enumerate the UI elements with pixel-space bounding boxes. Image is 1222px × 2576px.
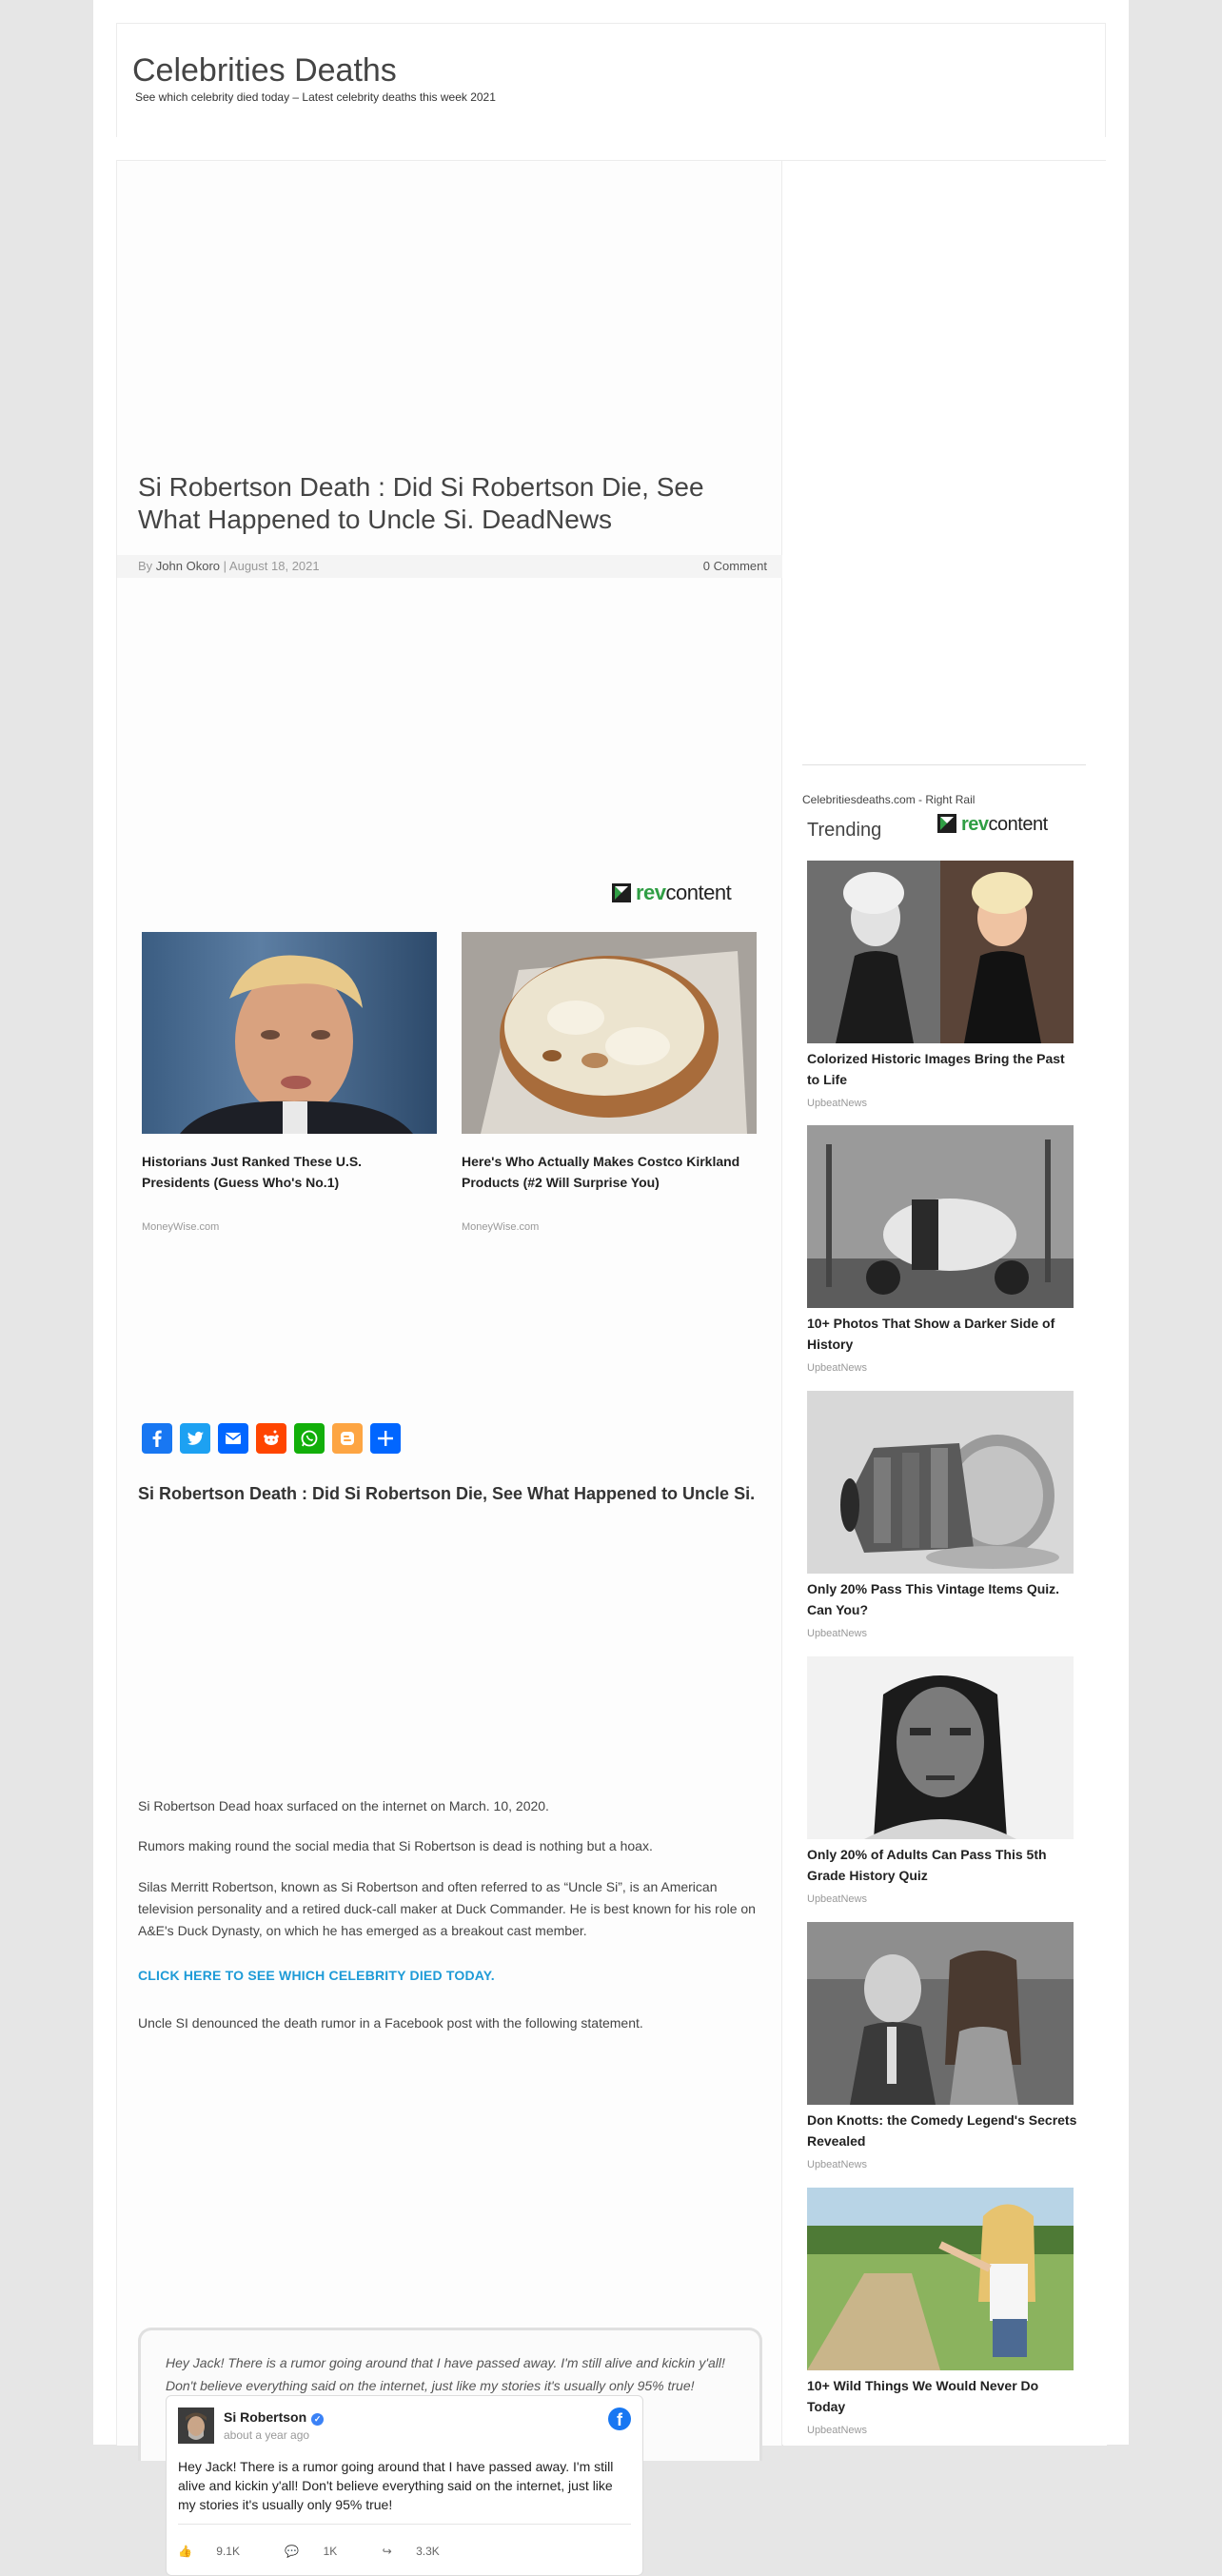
don-knotts-illustration <box>807 1922 1074 2105</box>
right-sidebar <box>783 161 1107 2446</box>
fb-author-name-text: Si Robertson <box>224 2409 307 2425</box>
avatar[interactable] <box>178 2408 214 2444</box>
share-arrow-icon: ↪ <box>382 2545 392 2558</box>
article-paragraph-2: Rumors making round the social media that Si Robertson is dead is nothing but a hoax. <box>138 1838 653 1853</box>
blogger-share-icon[interactable] <box>332 1423 363 1454</box>
sidebar-item-source-6: UpbeatNews <box>807 2425 867 2436</box>
verified-badge-icon: ✓ <box>311 2413 324 2426</box>
fb-shares[interactable] <box>383 2545 461 2558</box>
sidebar-item-source-2: UpbeatNews <box>807 1362 867 1374</box>
celebrity-died-today-link[interactable]: CLICK HERE TO SEE WHICH CELEBRITY DIED TODAY. <box>138 1968 495 1983</box>
revcontent-brand-content: content <box>988 814 1048 835</box>
hitchhiker-illustration <box>807 2188 1074 2370</box>
rev-card-source-2: MoneyWise.com <box>462 1221 540 1233</box>
author-link[interactable]: John Okoro <box>155 559 220 573</box>
site-header <box>116 23 1106 137</box>
sidebar-item-title-1[interactable]: Colorized Historic Images Bring the Past to Life <box>807 1051 1065 1087</box>
dark-history-illustration <box>807 1125 1074 1308</box>
fb-likes-count: 9.1K <box>216 2545 240 2558</box>
share-bar <box>142 1423 408 1456</box>
article-subheading: Si Robertson Death : Did Si Robertson Die, See What Happened to Uncle Si. <box>138 1484 756 1503</box>
revcontent-brand-rev: rev <box>636 881 666 904</box>
revcontent-mark-icon <box>612 883 631 902</box>
fb-likes[interactable] <box>178 2545 261 2558</box>
sidebar-item-title-2[interactable]: 10+ Photos That Show a Darker Side of History <box>807 1316 1055 1352</box>
trending-heading: Trending <box>807 820 882 841</box>
sidebar-divider <box>802 764 1086 765</box>
rev-card-title-2[interactable]: Here's Who Actually Makes Costco Kirkland Products (#2 Will Surprise You) <box>462 1154 740 1190</box>
fb-comments[interactable] <box>285 2545 358 2558</box>
more-share-icon[interactable] <box>370 1423 401 1454</box>
comments-link[interactable]: 0 Comment <box>702 559 767 573</box>
article-paragraph-4: Uncle SI denounced the death rumor in a Facebook post with the following statement. <box>138 2015 643 2031</box>
sidebar-item-title-6[interactable]: 10+ Wild Things We Would Never Do Today <box>807 2378 1039 2414</box>
post-meta <box>117 555 782 578</box>
colorized-history-illustration <box>807 861 1074 1043</box>
sidebar-item-source-3: UpbeatNews <box>807 1628 867 1639</box>
sidebar-item-title-5[interactable]: Don Knotts: the Comedy Legend's Secrets Revealed <box>807 2112 1077 2149</box>
quote-text: Hey Jack! There is a rumor going around that I have passed away. I'm still alive and kickin y'all! Don't believe everything said on the internet, just like my stories it's usually only 95% true! <box>166 2355 725 2393</box>
facebook-share-icon[interactable] <box>142 1423 172 1454</box>
sidebar-item-source-1: UpbeatNews <box>807 1098 867 1109</box>
fb-comments-count: 1K <box>323 2545 338 2558</box>
whatsapp-share-icon[interactable] <box>294 1423 325 1454</box>
email-share-icon[interactable] <box>218 1423 248 1454</box>
don-knotts-photo[interactable] <box>807 1922 1074 2105</box>
facebook-logo-icon[interactable]: f <box>608 2408 631 2430</box>
revcontent-logo[interactable] <box>612 881 731 905</box>
reddit-share-icon[interactable] <box>256 1423 286 1454</box>
sidebar-item-source-4: UpbeatNews <box>807 1893 867 1905</box>
dark-history-photo[interactable] <box>807 1125 1074 1308</box>
revcontent-brand-content: content <box>665 881 732 904</box>
sidebar-item-source-5: UpbeatNews <box>807 2159 867 2170</box>
rev-card-title-1[interactable]: Historians Just Ranked These U.S. Presidents (Guess Who's No.1) <box>142 1154 363 1190</box>
fb-divider <box>178 2524 631 2525</box>
cinnamon-roll-photo[interactable] <box>462 932 757 1134</box>
avatar-illustration <box>178 2408 214 2444</box>
sidebar-item-title-4[interactable]: Only 20% of Adults Can Pass This 5th Grade History Quiz <box>807 1847 1047 1883</box>
fb-shares-count: 3.3K <box>416 2545 440 2558</box>
site-tagline: See which celebrity died today – Latest celebrity deaths this week 2021 <box>135 90 496 104</box>
man-portrait-illustration <box>142 932 437 1134</box>
hitchhiker-photo[interactable] <box>807 2188 1074 2370</box>
cinnamon-roll-illustration <box>462 932 757 1134</box>
man-portrait-photo[interactable] <box>142 932 437 1134</box>
history-quiz-illustration <box>807 1656 1074 1839</box>
meta-by-label: By <box>138 559 153 573</box>
comment-icon: 💬 <box>285 2545 300 2558</box>
post-date: August 18, 2021 <box>228 559 320 573</box>
fb-post-text: Hey Jack! There is a rumor going around that I have passed away. I'm still alive and kickin y'all! Don't believe everything said on the internet, just like my stories it's usually only 95% true! <box>178 2459 614 2512</box>
facebook-quote-block <box>138 2328 762 2558</box>
fb-post-time[interactable]: about a year ago <box>224 2428 310 2442</box>
post-title: Si Robertson Death : Did Si Robertson Die, See What Happened to Uncle Si. DeadNews <box>138 472 704 534</box>
history-quiz-photo[interactable] <box>807 1656 1074 1839</box>
main-area <box>116 160 1106 2558</box>
twitter-share-icon[interactable] <box>180 1423 210 1454</box>
sidebar-item-title-3[interactable]: Only 20% Pass This Vintage Items Quiz. Can You? <box>807 1581 1060 1617</box>
site-title-link[interactable]: Celebrities Deaths <box>132 52 397 89</box>
vintage-items-photo[interactable] <box>807 1391 1074 1574</box>
fb-author-name[interactable] <box>224 2409 324 2426</box>
fb-stats <box>178 2545 482 2558</box>
article-paragraph-1: Si Robertson Dead hoax surfaced on the internet on March. 10, 2020. <box>138 1798 549 1813</box>
vintage-items-illustration <box>807 1391 1074 1574</box>
facebook-post-embed[interactable] <box>166 2395 643 2576</box>
revcontent-brand-rev: rev <box>961 814 989 835</box>
like-icon: 👍 <box>178 2545 192 2558</box>
colorized-history-photo[interactable] <box>807 861 1074 1043</box>
revcontent-logo-sidebar[interactable] <box>937 814 1048 836</box>
article-content <box>117 161 782 2558</box>
article-paragraph-3: Silas Merritt Robertson, known as Si Robertson and often referred to as “Uncle Si”, is an American television personality and a retired duck-call maker at Duck Commander. He is best known for his role on A&E's Duck Dynasty, on which he has emerged as a breakout cast member. <box>138 1879 756 1938</box>
page-wrapper <box>93 0 1129 2558</box>
rail-label: Celebritiesdeaths.com - Right Rail <box>802 793 976 806</box>
revcontent-mark-icon <box>937 814 956 833</box>
meta-separator: | <box>223 559 227 573</box>
rev-card-source-1: MoneyWise.com <box>142 1221 220 1233</box>
